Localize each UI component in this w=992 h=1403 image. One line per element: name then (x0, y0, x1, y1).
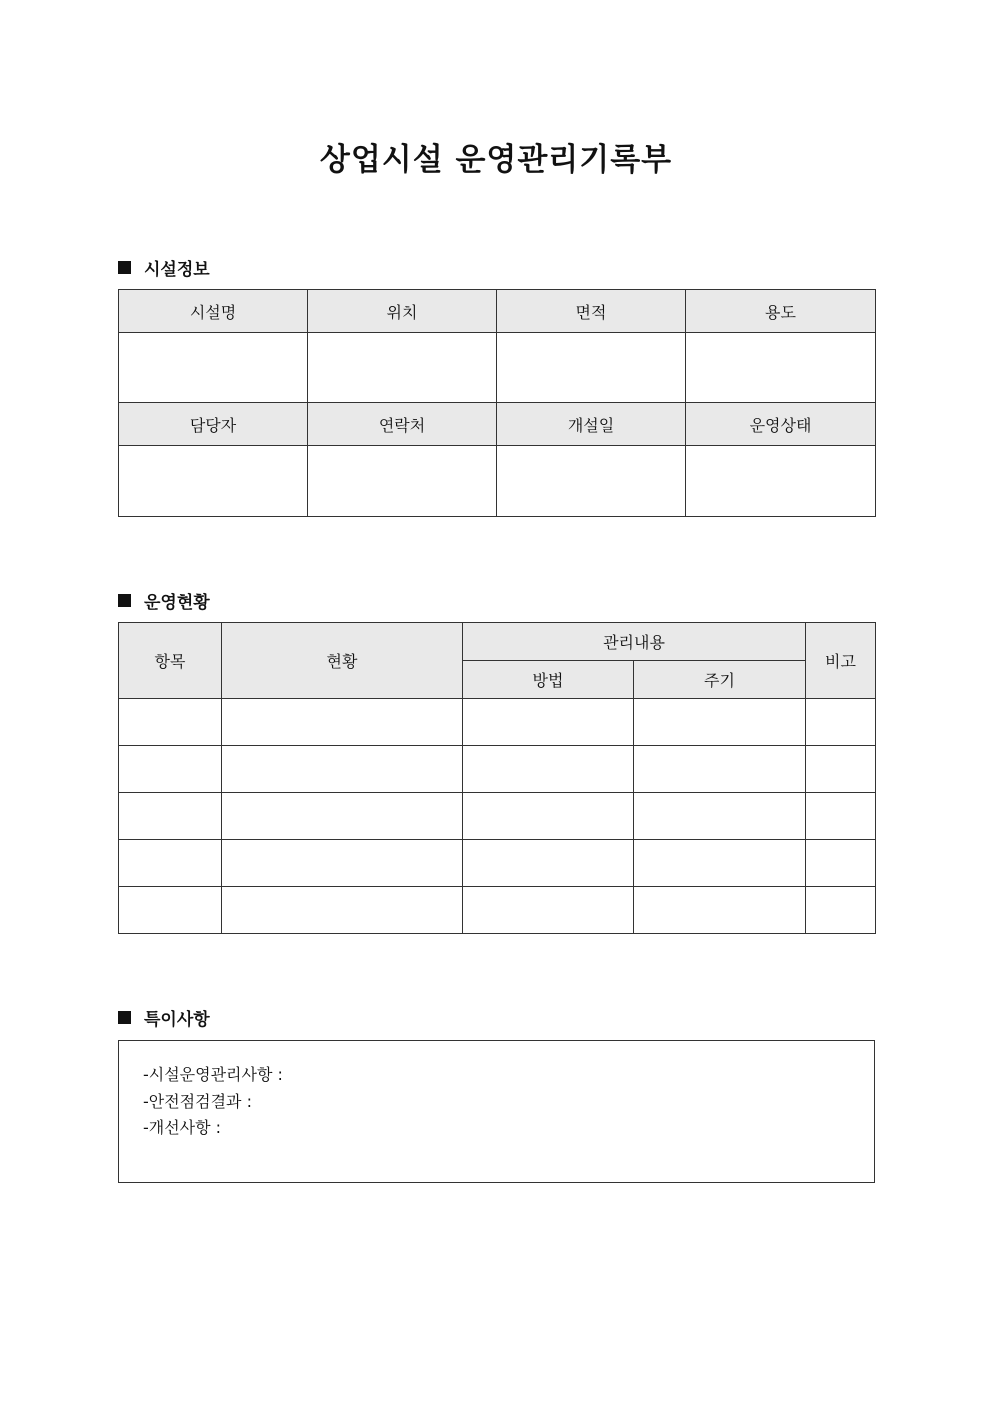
opening-date-cell[interactable] (497, 446, 686, 517)
operating-status-cell[interactable] (686, 446, 876, 517)
location-cell[interactable] (308, 333, 497, 403)
section-heading-special-notes (118, 1005, 210, 1030)
header-manager: 담당자 (119, 403, 308, 446)
square-bullet-icon (118, 1011, 131, 1024)
cycle-cell[interactable] (634, 887, 806, 934)
status-cell[interactable] (222, 793, 463, 840)
cycle-cell[interactable] (634, 793, 806, 840)
facility-info-table (118, 289, 876, 517)
header-contact: 연락처 (308, 403, 497, 446)
status-cell[interactable] (222, 699, 463, 746)
method-cell[interactable] (463, 840, 634, 887)
header-opening-date: 개설일 (497, 403, 686, 446)
item-cell[interactable] (119, 887, 222, 934)
header-status: 현황 (222, 623, 463, 699)
note-line-safety-inspection: -안전점검결과 : (143, 1092, 252, 1111)
item-cell[interactable] (119, 746, 222, 793)
square-bullet-icon (118, 594, 131, 607)
table-row (119, 793, 876, 840)
contact-cell[interactable] (308, 446, 497, 517)
header-location: 위치 (308, 290, 497, 333)
status-cell[interactable] (222, 887, 463, 934)
method-cell[interactable] (463, 793, 634, 840)
section-heading-label: 특이사항 (144, 1010, 210, 1030)
usage-cell[interactable] (686, 333, 876, 403)
header-method: 방법 (463, 661, 634, 699)
header-usage: 용도 (686, 290, 876, 333)
method-cell[interactable] (463, 746, 634, 793)
cycle-cell[interactable] (634, 746, 806, 793)
header-area: 면적 (497, 290, 686, 333)
cycle-cell[interactable] (634, 840, 806, 887)
cycle-cell[interactable] (634, 699, 806, 746)
method-cell[interactable] (463, 699, 634, 746)
table-row (119, 887, 876, 934)
header-management-content: 관리내용 (463, 623, 806, 661)
header-facility-name: 시설명 (119, 290, 308, 333)
table-row (119, 840, 876, 887)
facility-name-cell[interactable] (119, 333, 308, 403)
remarks-cell[interactable] (806, 746, 876, 793)
note-line-improvements: -개선사항 : (143, 1118, 222, 1137)
section-heading-facility-info (118, 255, 210, 280)
header-cycle: 주기 (634, 661, 806, 699)
section-heading-label: 운영현황 (144, 593, 210, 613)
method-cell[interactable] (463, 887, 634, 934)
item-cell[interactable] (119, 793, 222, 840)
remarks-cell[interactable] (806, 699, 876, 746)
status-cell[interactable] (222, 840, 463, 887)
table-row (119, 699, 876, 746)
special-notes-box[interactable] (118, 1040, 875, 1183)
remarks-cell[interactable] (806, 887, 876, 934)
area-cell[interactable] (497, 333, 686, 403)
status-cell[interactable] (222, 746, 463, 793)
operation-status-table (118, 622, 876, 934)
item-cell[interactable] (119, 840, 222, 887)
header-operating-status: 운영상태 (686, 403, 876, 446)
header-remarks: 비고 (806, 623, 876, 699)
document-title: 상업시설 운영관리기록부 (319, 142, 673, 178)
header-item: 항목 (119, 623, 222, 699)
manager-cell[interactable] (119, 446, 308, 517)
table-row (119, 746, 876, 793)
section-heading-label: 시설정보 (144, 260, 210, 280)
item-cell[interactable] (119, 699, 222, 746)
section-heading-operation-status (118, 588, 210, 613)
remarks-cell[interactable] (806, 840, 876, 887)
remarks-cell[interactable] (806, 793, 876, 840)
note-line-facility-management: -시설운영관리사항 : (143, 1065, 283, 1084)
square-bullet-icon (118, 261, 131, 274)
